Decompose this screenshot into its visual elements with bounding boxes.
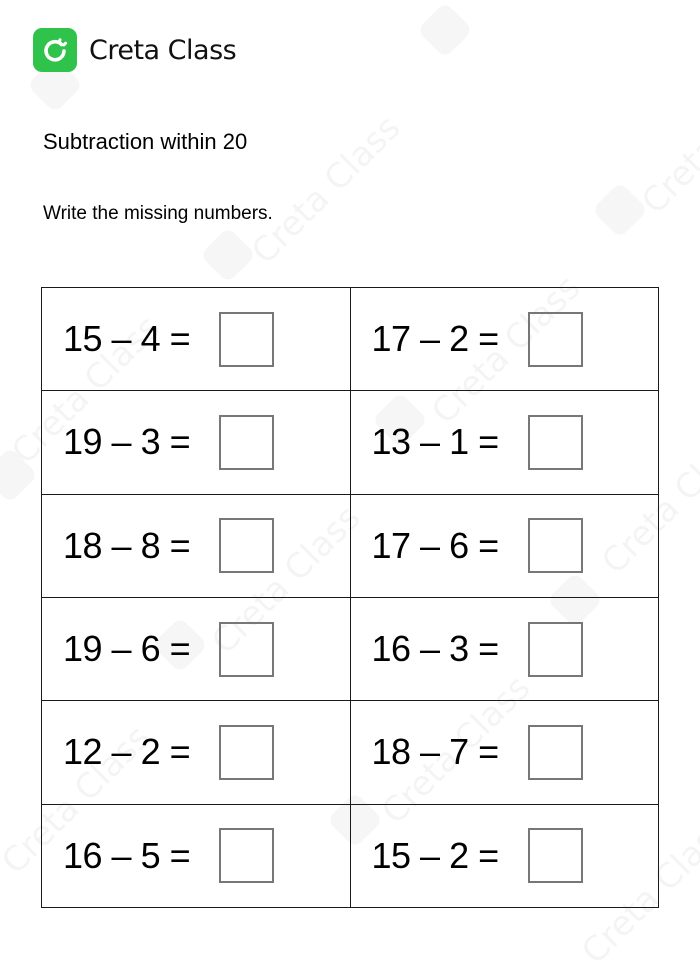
problem-cell [350, 597, 659, 700]
problem-expression: 12 – 2 = [63, 731, 191, 773]
problem-expression: 18 – 7 = [371, 731, 499, 773]
problem-expression: 16 – 5 = [63, 834, 191, 876]
problem-cell [350, 804, 659, 907]
answer-box[interactable] [528, 828, 583, 883]
problem-cell [42, 701, 351, 804]
problem-expression: 13 – 1 = [371, 421, 499, 463]
table-row [42, 597, 659, 700]
creta-class-logo-icon [33, 28, 77, 72]
answer-box[interactable] [528, 415, 583, 470]
answer-box[interactable] [528, 622, 583, 677]
problem-cell [42, 494, 351, 597]
answer-box[interactable] [219, 518, 274, 573]
answer-box[interactable] [528, 312, 583, 367]
brand-name: Creta Class [89, 34, 237, 66]
watermark [634, 58, 700, 222]
problem-cell [42, 288, 351, 391]
watermark [244, 108, 408, 272]
table-row [42, 701, 659, 804]
problem-expression: 18 – 8 = [63, 524, 191, 566]
answer-box[interactable] [219, 622, 274, 677]
worksheet-title: Subtraction within 20 [43, 129, 248, 154]
table-row [42, 288, 659, 391]
watermark-logo-icon [592, 182, 649, 239]
answer-box[interactable] [528, 725, 583, 780]
answer-box[interactable] [219, 312, 274, 367]
problem-cell [350, 288, 659, 391]
brand-header [33, 28, 236, 72]
problem-table [41, 287, 659, 908]
problem-expression: 15 – 4 = [63, 318, 191, 360]
problem-cell [42, 597, 351, 700]
problem-cell [350, 701, 659, 804]
problem-expression: 19 – 3 = [63, 421, 191, 463]
table-row [42, 391, 659, 494]
problem-cell [42, 391, 351, 494]
problem-expression: 16 – 3 = [371, 628, 499, 670]
problem-expression: 15 – 2 = [371, 834, 499, 876]
answer-box[interactable] [219, 725, 274, 780]
answer-box[interactable] [219, 415, 274, 470]
answer-box[interactable] [219, 828, 274, 883]
worksheet-instruction: Write the missing numbers. [43, 203, 273, 224]
problem-expression: 17 – 6 = [371, 524, 499, 566]
problem-expression: 19 – 6 = [63, 628, 191, 670]
table-row [42, 494, 659, 597]
problem-cell [42, 804, 351, 907]
problem-cell [350, 391, 659, 494]
problem-expression: 17 – 2 = [371, 318, 499, 360]
watermark-logo-icon [417, 2, 474, 59]
answer-box[interactable] [528, 518, 583, 573]
table-row [42, 804, 659, 907]
watermark-logo-icon [200, 227, 257, 284]
watermark-logo-icon [0, 447, 38, 504]
problem-cell [350, 494, 659, 597]
